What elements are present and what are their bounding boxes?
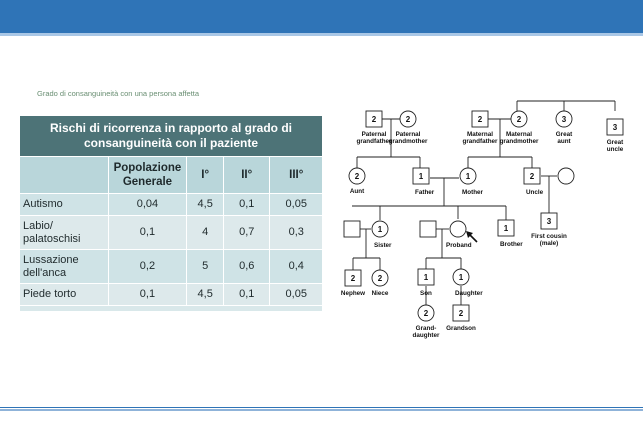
node-number: 2 bbox=[423, 309, 429, 318]
node-label: uncle bbox=[606, 146, 624, 153]
cell: 0,6 bbox=[224, 250, 270, 284]
node-label: Daughter bbox=[455, 290, 483, 297]
node-number: 2 bbox=[477, 115, 483, 124]
cell: 0,1 bbox=[108, 216, 187, 250]
table-title-line1: Rischi di ricorrenza in rapporto al grado di bbox=[49, 121, 293, 135]
node-label: Sister bbox=[374, 242, 392, 249]
pedigree-nodes bbox=[341, 111, 624, 339]
cell: 4,5 bbox=[187, 284, 224, 306]
node-label: Proband bbox=[446, 242, 472, 249]
node-number: 3 bbox=[612, 123, 618, 132]
node-number: 1 bbox=[503, 224, 509, 233]
table-title-line2: consanguineità con il paziente bbox=[83, 136, 259, 150]
node-number: 1 bbox=[458, 273, 464, 282]
cell: 0,04 bbox=[108, 194, 187, 216]
pedigree-node-nephew bbox=[341, 270, 365, 297]
node-number: 3 bbox=[546, 217, 552, 226]
node-label: Niece bbox=[371, 290, 389, 297]
pedigree-node-pgm bbox=[389, 111, 428, 145]
footer-accent-line bbox=[0, 409, 643, 411]
node-label: Grand- bbox=[415, 325, 437, 332]
table-header-row bbox=[20, 157, 322, 194]
pedigree-node-granddaughter bbox=[413, 305, 440, 339]
pedigree-node-uncle bbox=[524, 168, 544, 196]
row-label: Labio/ palatoschisi bbox=[20, 216, 108, 250]
cell: 0,1 bbox=[108, 284, 187, 306]
node-label: grandmother bbox=[388, 138, 428, 145]
node-number: 2 bbox=[458, 309, 464, 318]
node-label: Son bbox=[420, 290, 432, 297]
footer-line bbox=[0, 407, 643, 408]
pedigree-node-mgm bbox=[500, 111, 539, 145]
table-row bbox=[20, 194, 322, 216]
node-number: 3 bbox=[561, 115, 567, 124]
node-label: Maternal bbox=[506, 131, 532, 138]
node-label: grandfather bbox=[462, 138, 498, 145]
header-bar bbox=[0, 0, 643, 33]
cell: 0,4 bbox=[270, 250, 322, 284]
cell: 5 bbox=[187, 250, 224, 284]
node-number: 2 bbox=[516, 115, 522, 124]
pedigree-node-cousin bbox=[531, 213, 567, 247]
pedigree-node-proband_husband bbox=[420, 221, 436, 237]
pedigree-node-daughter bbox=[453, 269, 483, 297]
pedigree-node-uncle_wife bbox=[558, 168, 574, 184]
risk-table bbox=[20, 116, 322, 306]
cell: 0,1 bbox=[224, 194, 270, 216]
node-label: Great bbox=[606, 139, 624, 146]
cell: 4,5 bbox=[187, 194, 224, 216]
node-number: 1 bbox=[418, 172, 424, 181]
node-label: (male) bbox=[539, 240, 559, 247]
table-title-row bbox=[20, 116, 322, 157]
node-label: Aunt bbox=[349, 188, 365, 195]
header-degree-2: II° bbox=[224, 157, 270, 194]
pedigree-node-sister bbox=[372, 221, 392, 249]
pedigree-node-brother bbox=[498, 220, 523, 248]
node-label: aunt bbox=[557, 138, 571, 145]
square-symbol bbox=[344, 221, 360, 237]
header-popolazione bbox=[108, 157, 187, 194]
circle-symbol bbox=[450, 221, 466, 237]
pedigree-node-pgf bbox=[357, 111, 393, 145]
node-label: Nephew bbox=[340, 290, 366, 297]
node-number: 2 bbox=[405, 115, 411, 124]
node-label: Brother bbox=[500, 241, 523, 248]
node-number: 2 bbox=[529, 172, 535, 181]
node-label: grandmother bbox=[499, 138, 539, 145]
node-number: 2 bbox=[371, 115, 377, 124]
node-number: 2 bbox=[377, 274, 383, 283]
header-pop-line2: Generale bbox=[122, 176, 173, 188]
slide-subtitle: Grado di consanguineità con una persona affetta bbox=[37, 89, 200, 98]
header-accent-line bbox=[0, 33, 643, 36]
square-symbol bbox=[420, 221, 436, 237]
node-label: Mother bbox=[462, 189, 483, 196]
pedigree-node-father bbox=[413, 168, 435, 196]
table-title bbox=[20, 116, 322, 157]
node-number: 2 bbox=[354, 172, 360, 181]
table-row bbox=[20, 250, 322, 284]
row-label: Autismo bbox=[20, 194, 108, 216]
cell: 0,05 bbox=[270, 284, 322, 306]
pedigree-node-grandson bbox=[446, 305, 476, 332]
node-label: Uncle bbox=[526, 189, 544, 196]
node-label: Great bbox=[555, 131, 573, 138]
proband-arrow bbox=[466, 231, 477, 242]
cell: 4 bbox=[187, 216, 224, 250]
node-label: daughter bbox=[412, 332, 440, 339]
cell: 0,7 bbox=[224, 216, 270, 250]
node-label: First cousin bbox=[531, 233, 567, 240]
node-label: Paternal bbox=[395, 131, 421, 138]
pedigree-node-mgf bbox=[463, 111, 499, 145]
header-pop-line1: Popolazione bbox=[113, 162, 182, 174]
row-label: Piede torto bbox=[20, 284, 108, 306]
node-label: Paternal bbox=[361, 131, 387, 138]
header-blank bbox=[20, 157, 108, 194]
pedigree-node-aunt bbox=[349, 168, 365, 195]
node-number: 1 bbox=[465, 172, 471, 181]
cell: 0,1 bbox=[224, 284, 270, 306]
node-number: 2 bbox=[350, 274, 356, 283]
header-degree-3: III° bbox=[270, 157, 322, 194]
pedigree-node-mother bbox=[460, 168, 484, 196]
cell: 0,05 bbox=[270, 194, 322, 216]
pedigree-diagram bbox=[330, 96, 640, 351]
table-row bbox=[20, 284, 322, 306]
header-degree-1: I° bbox=[187, 157, 224, 194]
cell: 0,2 bbox=[108, 250, 187, 284]
node-label: grandfather bbox=[356, 138, 392, 145]
pedigree-node-niece bbox=[372, 270, 389, 297]
row-label: Lussazione dell'anca bbox=[20, 250, 108, 284]
pedigree-node-gaunt bbox=[556, 111, 573, 145]
node-number: 1 bbox=[377, 225, 383, 234]
pedigree-node-sister_husband bbox=[344, 221, 360, 237]
node-number: 1 bbox=[423, 273, 429, 282]
node-label: Father bbox=[415, 189, 435, 196]
circle-symbol bbox=[558, 168, 574, 184]
pedigree-node-guncle bbox=[607, 119, 624, 153]
pedigree-node-son bbox=[418, 269, 434, 297]
node-label: Grandson bbox=[446, 325, 476, 332]
table-row bbox=[20, 216, 322, 250]
cell: 0,3 bbox=[270, 216, 322, 250]
node-label: Maternal bbox=[467, 131, 493, 138]
